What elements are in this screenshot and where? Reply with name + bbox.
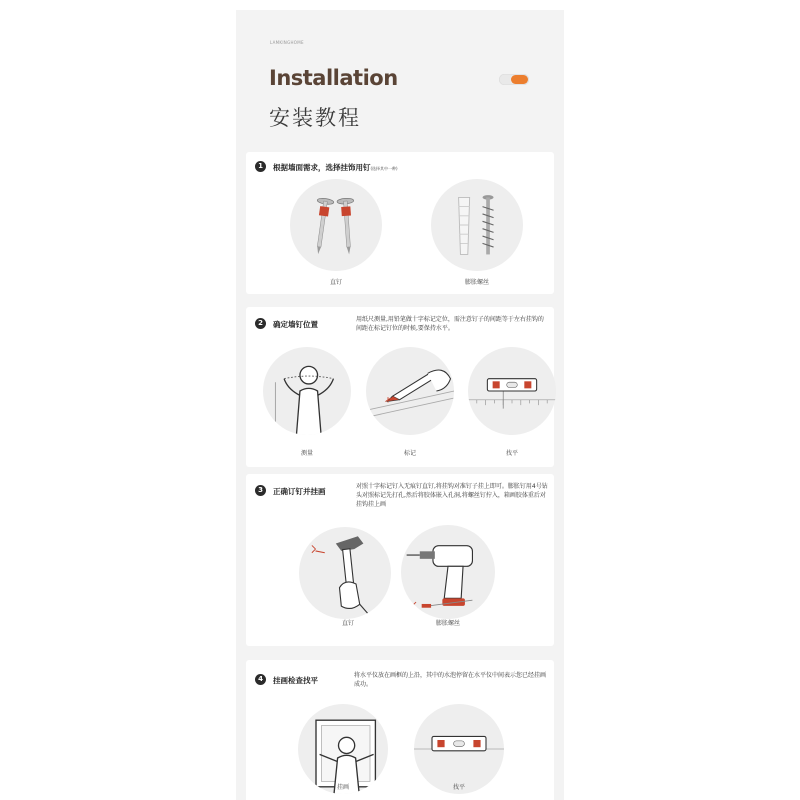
step-2-caption-mark: 标记 bbox=[403, 450, 416, 457]
expansion-screw-illustration bbox=[431, 179, 523, 271]
spirit-level-icon bbox=[414, 704, 504, 794]
step-2-card bbox=[246, 307, 554, 467]
spirit-level-icon bbox=[468, 347, 556, 435]
measure-illustration bbox=[263, 347, 351, 435]
page-title-chinese: 安装教程 bbox=[269, 106, 361, 130]
step-3-number: 3 bbox=[255, 485, 266, 496]
step-1-title-text: 根据墙面需求，选择挂饰用钉 bbox=[273, 163, 371, 172]
page-title-english: Installation bbox=[269, 66, 398, 90]
hammer-illustration bbox=[299, 527, 391, 619]
expansion-screw-icon bbox=[431, 179, 523, 271]
step-4-number: 4 bbox=[255, 674, 266, 685]
step-2-caption-level: 找平 bbox=[505, 450, 518, 457]
mark-illustration bbox=[366, 347, 454, 435]
step-2-caption-measure: 测量 bbox=[300, 450, 313, 457]
step-4-caption-level: 找平 bbox=[452, 784, 465, 791]
step-1-title bbox=[273, 162, 398, 173]
step-3-card bbox=[246, 474, 554, 646]
step-4-caption-hang: 挂画 bbox=[336, 784, 349, 791]
person-measuring-icon bbox=[263, 347, 351, 435]
pencil-mark-icon bbox=[366, 347, 454, 435]
step-4-title: 挂画检查找平 bbox=[273, 676, 318, 685]
toggle-knob bbox=[511, 75, 528, 84]
step-2-number: 2 bbox=[255, 318, 266, 329]
step-4-card bbox=[246, 660, 554, 800]
straight-nail-illustration bbox=[290, 179, 382, 271]
drill-illustration bbox=[401, 525, 495, 619]
installation-sheet bbox=[236, 10, 564, 800]
step-1-number: 1 bbox=[255, 161, 266, 172]
level-illustration bbox=[468, 347, 556, 435]
step-3-title: 正确订钉并挂画 bbox=[273, 487, 326, 496]
step-3-description: 对照十字标记钉入无痕钉直钉,将挂钩对准钉子挂上即可。膨胀钉用4号钻头对照标记先打孔,然后将胶体嵌入孔洞,将螺丝钉拧入，箱画胶体重后对挂钩挂上画 bbox=[356, 483, 548, 508]
decorative-toggle bbox=[499, 74, 529, 85]
step-1-card bbox=[246, 152, 554, 294]
power-drill-icon bbox=[401, 525, 495, 619]
step-1-note: (选择其中一种) bbox=[370, 166, 398, 171]
hammer-icon bbox=[299, 527, 391, 619]
hang-frame-illustration bbox=[298, 704, 388, 794]
level-check-illustration bbox=[414, 704, 504, 794]
person-hanging-frame-icon bbox=[298, 704, 388, 794]
straight-nail-icon bbox=[290, 179, 382, 271]
step-2-title: 确定墙钉位置 bbox=[273, 320, 318, 329]
step-2-description: 用纸尺测量,用铅笔做十字标记定位，需注意钉子的间距等于左右挂钩的间距在标记钉位的时候,要保持水平。 bbox=[356, 316, 544, 332]
step-1-caption-nail: 直钉 bbox=[329, 279, 342, 286]
step-3-caption-nail: 直钉 bbox=[341, 620, 354, 627]
brand-text: LAMKINGHOME bbox=[270, 40, 304, 45]
step-1-caption-screw: 膨胀螺丝 bbox=[464, 279, 489, 286]
step-3-caption-screw: 膨胀螺丝 bbox=[435, 620, 460, 627]
step-4-description: 将水平仪放在画框的上沿，其中的水泡停留在水平仪中间表示您已经挂画成功。 bbox=[354, 672, 547, 688]
